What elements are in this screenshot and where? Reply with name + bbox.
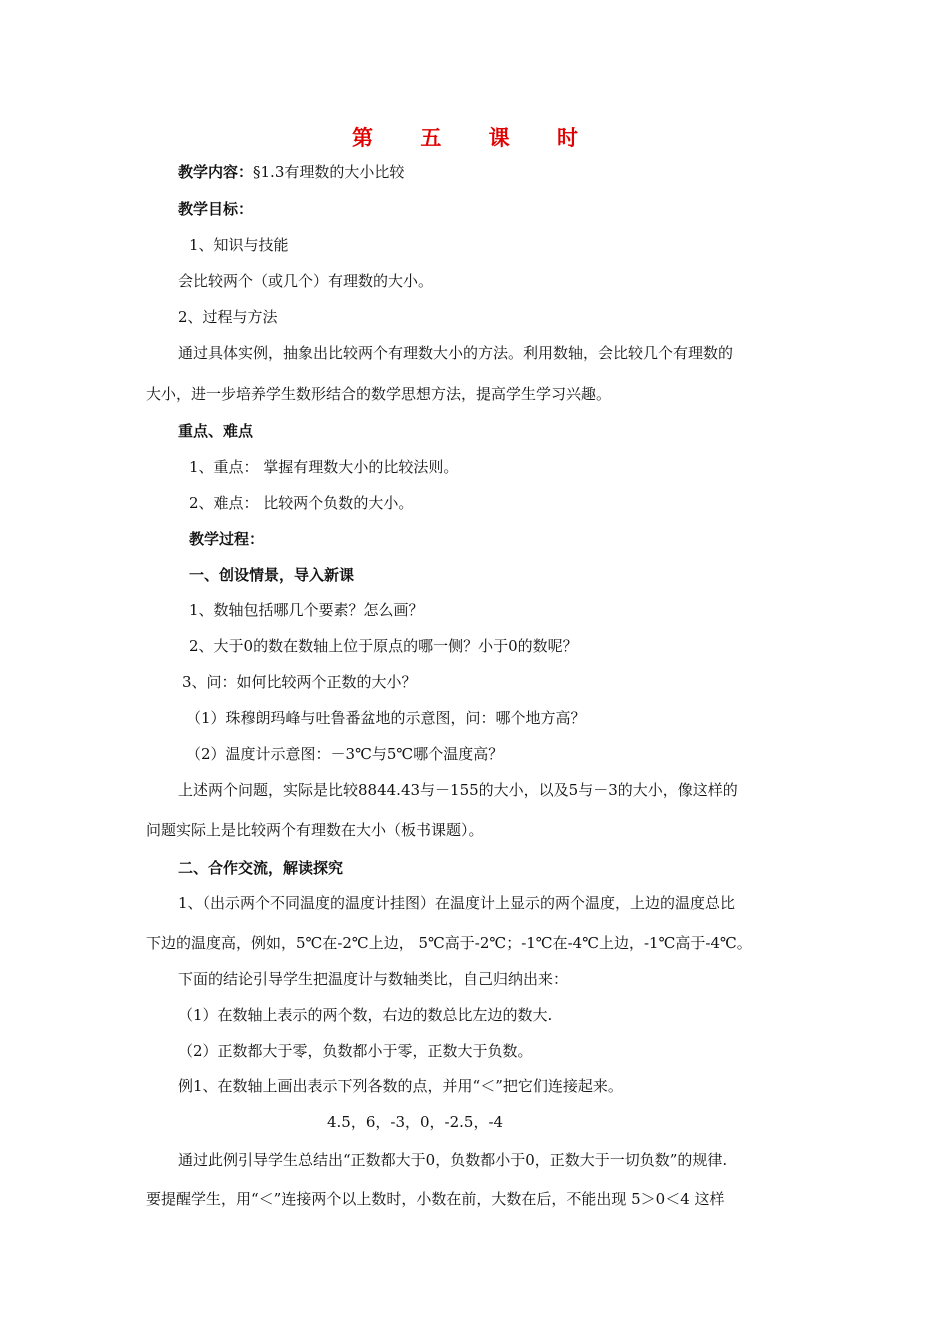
section-2-title: 二、合作交流，解读探究 bbox=[178, 859, 344, 877]
question-2: 2、大于0的数在数轴上位于原点的哪一侧？小于0的数呢？ bbox=[189, 637, 578, 655]
paragraph-1-a: 上述两个问题，实际是比较8844.43与－155的大小，以及5与－3的大小，像这样的 bbox=[178, 781, 738, 799]
goal-2: 2、过程与方法 bbox=[178, 308, 278, 326]
conclusion-1: （1）在数轴上表示的两个数，右边的数总比左边的数大. bbox=[178, 1006, 553, 1024]
paragraph-3: 下面的结论引导学生把温度计与数轴类比，自己归纳出来： bbox=[178, 970, 569, 988]
key-label: 重点、难点 bbox=[178, 422, 254, 440]
content-label: 教学内容： bbox=[178, 163, 254, 181]
goal-1-text: 会比较两个（或几个）有理数的大小。 bbox=[178, 272, 434, 290]
page-title: 第 五 课 时 bbox=[352, 126, 598, 150]
paragraph-2-b: 下边的温度高，例如，5℃在-2℃上边， 5℃高于-2℃；-1℃在-4℃上边，-1℃高于-4℃。 bbox=[146, 934, 752, 952]
content-text: §1.3有理数的大小比较 bbox=[253, 163, 405, 181]
paragraph-4-b: 要提醒学生，用“＜”连接两个以上数时，小数在前，大数在后，不能出现 5＞0＜4 这样 bbox=[146, 1190, 725, 1208]
example-1: 例1、在数轴上画出表示下列各数的点，并用“＜”把它们连接起来。 bbox=[178, 1077, 623, 1095]
question-3-1: （1）珠穆朗玛峰与吐鲁番盆地的示意图，问：哪个地方高？ bbox=[186, 709, 586, 727]
goals-label: 教学目标： bbox=[178, 200, 254, 218]
key-point-2: 2、难点： 比较两个负数的大小。 bbox=[189, 494, 414, 512]
paragraph-1-b: 问题实际上是比较两个有理数在大小（板书课题）。 bbox=[146, 821, 484, 839]
question-3-2: （2）温度计示意图：－3℃与5℃哪个温度高？ bbox=[186, 745, 504, 763]
goal-2-text-b: 大小，进一步培养学生数形结合的数学思想方法，提高学生学习兴趣。 bbox=[146, 385, 612, 403]
paragraph-2-a: 1、（出示两个不同温度的温度计挂图）在温度计上显示的两个温度，上边的温度总比 bbox=[178, 894, 736, 912]
question-3: 3、问：如何比较两个正数的大小？ bbox=[182, 673, 417, 691]
question-1: 1、数轴包括哪几个要素？怎么画？ bbox=[189, 601, 424, 619]
process-label: 教学过程： bbox=[189, 530, 265, 548]
paragraph-4-a: 通过此例引导学生总结出“正数都大于0，负数都小于0，正数大于一切负数”的规律. bbox=[178, 1151, 728, 1169]
goal-2-text-a: 通过具体实例，抽象出比较两个有理数大小的方法。利用数轴，会比较几个有理数的 bbox=[178, 344, 734, 362]
section-1-title: 一、创设情景，导入新课 bbox=[189, 566, 355, 584]
conclusion-2: （2）正数都大于零，负数都小于零，正数大于负数。 bbox=[178, 1042, 533, 1060]
key-point-1: 1、重点： 掌握有理数大小的比较法则。 bbox=[189, 458, 459, 476]
content-line bbox=[178, 162, 404, 182]
example-1-numbers: 4.5，6，-3，0，-2.5，-4 bbox=[327, 1113, 504, 1131]
goal-1: 1、知识与技能 bbox=[189, 236, 289, 254]
